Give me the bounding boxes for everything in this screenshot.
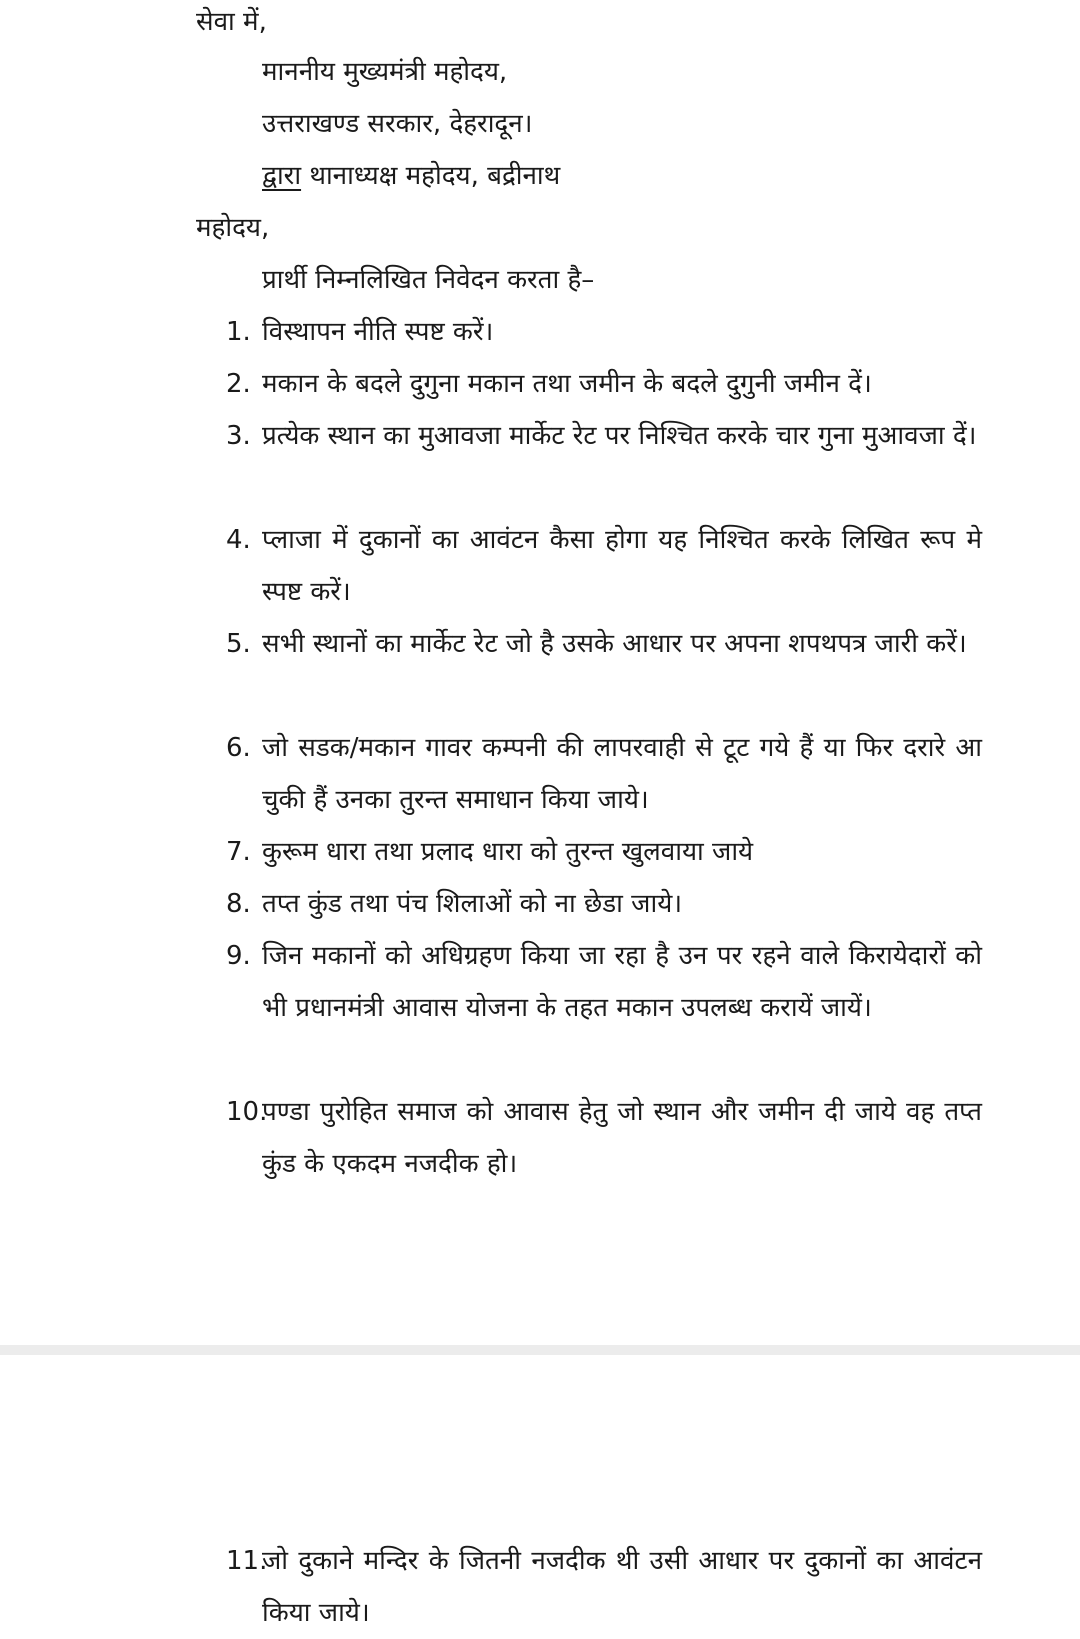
- item-number: 3.: [226, 421, 251, 451]
- list-item: [226, 878, 982, 930]
- item-text: प्लाजा में दुकानों का आवंटन कैसा होगा यह निश्चित करके लिखित रूप मे स्पष्ट करें।: [262, 525, 982, 607]
- item-text: प्रत्येक स्थान का मुआवजा मार्केट रेट पर निश्चित करके चार गुना मुआवजा दें।: [262, 421, 977, 451]
- item-text: जो सडक/मकान गावर कम्पनी की लापरवाही से टूट गये हैं या फिर दरारे आ चुकी हैं उनका तुरन्त समाधान किया जाये।: [262, 733, 982, 815]
- salutation: महोदय,: [196, 213, 270, 243]
- item-text: जिन मकानों को अधिग्रहण किया जा रहा है उन पर रहने वाले किरायेदारों को भी प्रधानमंत्री आवास योजना के तहत मकान उपलब्ध करायें जायें।: [262, 941, 982, 1023]
- intro-text: प्रार्थी निम्नलिखित निवेदन करता है–: [262, 265, 595, 295]
- item-text: जो दुकाने मन्दिर के जितनी नजदीक थी उसी आधार पर दुकानों का आवंटन किया जाये।: [262, 1546, 982, 1628]
- item-number: 1.: [226, 317, 251, 347]
- item-text: मकान के बदले दुगुना मकान तथा जमीन के बदले दुगुनी जमीन दें।: [262, 369, 872, 399]
- item-number: 10.: [226, 1097, 268, 1127]
- list-item: [226, 358, 982, 410]
- recipient-heading: सेवा में,: [196, 7, 267, 37]
- list-item: [226, 306, 982, 358]
- list-item: [226, 1535, 982, 1639]
- item-number: 2.: [226, 369, 251, 399]
- item-text: विस्थापन नीति स्पष्ट करें।: [262, 317, 494, 347]
- list-item: [226, 618, 982, 670]
- item-number: 4.: [226, 525, 251, 555]
- list-item: [226, 722, 982, 826]
- item-text: सभी स्थानों का मार्केट रेट जो है उसके आधार पर अपना शपथपत्र जारी करें।: [262, 629, 967, 659]
- item-number: 5.: [226, 629, 251, 659]
- item-text: तप्त कुंड तथा पंच शिलाओं को ना छेडा जाये।: [262, 889, 683, 919]
- item-number: 11.: [226, 1546, 268, 1576]
- item-number: 6.: [226, 733, 251, 763]
- item-text: कुरूम धारा तथा प्रलाद धारा को तुरन्त खुलवाया जाये: [262, 837, 754, 867]
- list-item: [226, 826, 982, 878]
- item-text: पण्डा पुरोहित समाज को आवास हेतु जो स्थान और जमीन दी जाये वह तप्त कुंड के एकदम नजदीक हो।: [262, 1097, 982, 1179]
- page-separator: [0, 1345, 1080, 1355]
- letter-page-2: [0, 1355, 1080, 1635]
- via-text: थानाध्यक्ष महोदय, बद्रीनाथ: [301, 161, 561, 191]
- addressee-line-1: माननीय मुख्यमंत्री महोदय,: [262, 57, 508, 87]
- list-item: [226, 410, 982, 462]
- list-item: [226, 1086, 982, 1190]
- item-number: 8.: [226, 889, 251, 919]
- via-line: [262, 156, 560, 196]
- list-item: [226, 514, 982, 618]
- via-label: द्वारा: [262, 161, 302, 191]
- list-item: [226, 930, 982, 1034]
- item-number: 7.: [226, 837, 251, 867]
- addressee-line-2: उत्तराखण्ड सरकार, देहरादून।: [262, 109, 533, 139]
- item-number: 9.: [226, 941, 251, 971]
